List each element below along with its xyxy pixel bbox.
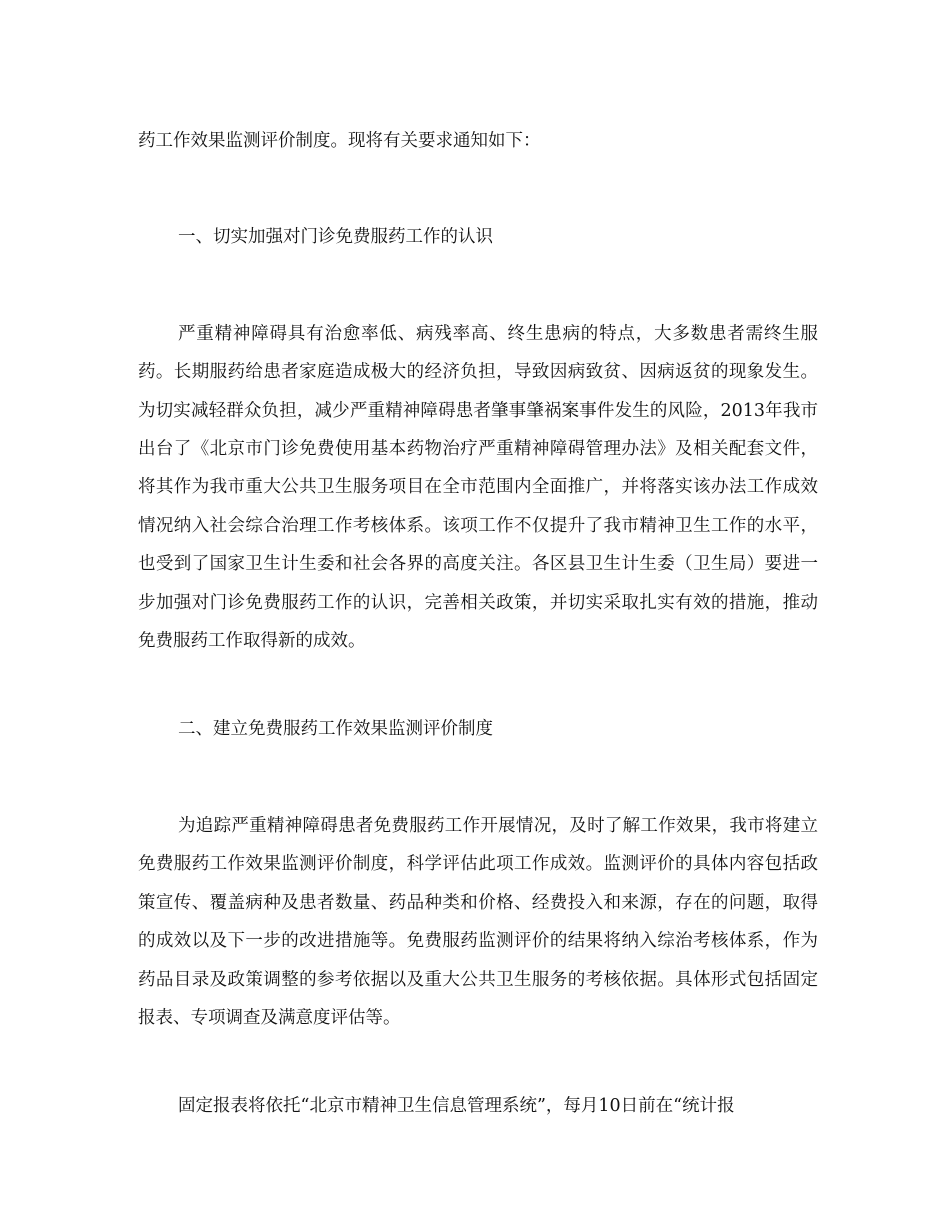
spacer — [138, 160, 818, 218]
final-paragraph: 固定报表将依托“北京市精神卫生信息管理系统”，每月10日前在“统计报 — [178, 1096, 735, 1117]
spacer — [138, 749, 818, 807]
section-1-paragraph: 严重精神障碍具有治愈率低、病残率高、终生患病的特点，大多数患者需终生服药。长期服药给患者家庭造成极大的经济负担，导致因病致贫、因病返贫的现象发生。为切实减轻群众负担，减少严重精神障碍患者肇事肇祸案事件发生的风险，2013年我市出台了《北京市门诊免费使用基本药物治疗严重精神障碍管理办法》及相关配套文件，将其作为我市重大公共卫生服务项目在全市范围内全面推广，并将落实该办法工作成效情况纳入社会综合治理工作考核体系。该项工作不仅提升了我市精神卫生工作的水平，也受到了国家卫生计生委和社会各界的高度关注。各区县卫生计生委（卫生局）要进一步加强对门诊免费服药工作的认识，完善相关政策，并切实采取扎实有效的措施，推动免费服药工作取得新的成效。 — [138, 323, 818, 652]
intro-line: 药工作效果监测评价制度。现将有关要求通知如下： — [138, 131, 541, 151]
section-2-paragraph: 为追踪严重精神障碍患者免费服药工作开展情况，及时了解工作效果，我市将建立免费服药工作效果监测评价制度，科学评估此项工作成效。监测评价的具体内容包括政策宣传、覆盖病种及患者数量、药品种类和价格、经费投入和来源，存在的问题，取得的成效以及下一步的改进措施等。免费服药监测评价的结果将纳入综治考核体系，作为药品目录及政策调整的参考依据以及重大公共卫生服务的考核依据。具体形式包括固定报表、专项调查及满意度评估等。 — [138, 815, 818, 1028]
spacer — [138, 660, 818, 710]
spacer — [138, 1037, 818, 1087]
section-2-heading: 二、建立免费服药工作效果监测评价制度 — [178, 719, 493, 740]
document-body — [138, 122, 818, 1126]
section-1-heading: 一、切实加强对门诊免费服药工作的认识 — [178, 227, 493, 248]
spacer — [138, 257, 818, 315]
